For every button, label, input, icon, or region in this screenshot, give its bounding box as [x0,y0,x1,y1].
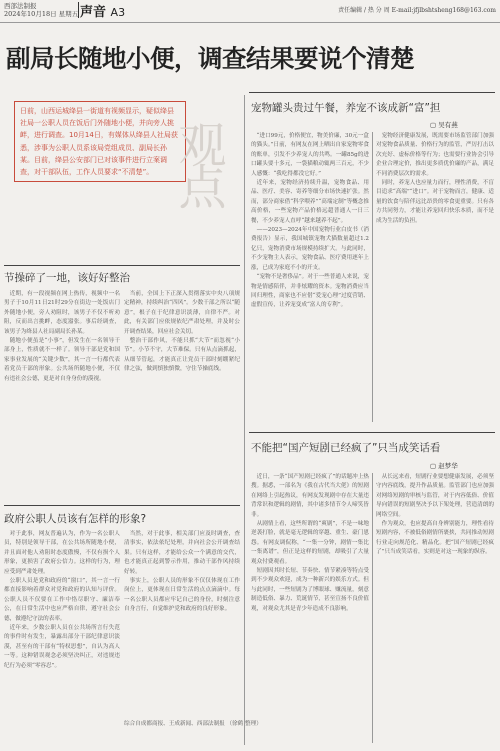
paragraph: 短剧因其时长短、节奏快、情节紧凑等特点受到不少观众欢迎，成为一种新兴的娱乐方式。但与此同时，一些短剧为了博眼球、赚流量，刻意制造低俗、暴力、荒诞情节，甚至宣扬不良价值观，对观众尤其是青少年造成不良影响。 [251,568,369,612]
article-body-integrity-col1 [4,290,120,500]
paper-meta [4,2,78,18]
paper-name: 西部法制报 [4,2,37,10]
paragraph: 当前，全国上下正深入贯彻落实中央八项规定精神，持续纠治“四风”。少数干部之所以“随意”，根子在于纪律意识淡薄，自律不严。对此，有关部门应依规依纪严肃处理，并及时公开调查结果，回应社会关切。 [124,291,240,335]
lead-box: 日前，山西运城绛县一街道有视频显示，疑似绛县社局一公职人员在饭后门外随地小便，并向旁人挑衅，进行调查。10月14日，有媒体从绛县人社局获悉，涉事为公职人员系该局党组成员、副局长孙某。目前，绛县公安部门已对该事件进行立案调查，对干部队伍，工作人员要求“不清楚”。 [14,101,186,182]
section-title: 声音 [80,5,107,20]
article-body-pets-col1 [251,132,369,427]
paragraph: 宠物经济健康发展，既需要市场监管部门加强对宠物食品质量、价格行为的监管，严厉打击以次充好、虚标价格等行为；也需要行业协会引导企业合理定价，推出更多质优价廉的产品，满足不同消费层次的需求。 [376,133,494,177]
article-author-pets: ▢ 吴有燕 [430,121,458,129]
article-body-officials-col1 [4,530,120,730]
article-body-shortdrama-col1 [251,473,369,743]
paragraph: 从长远来看，短剧行业要想健康发展，必须坚守内容底线，提升作品质量。监管部门也应加强对网络短剧的审核与监管，对于内容低俗、价值导向错误的短剧坚决予以下架处理，营造清朗的网络空间。 [376,474,494,518]
paragraph: 同时，养宠人也应量力而行，理性消费，不盲目追求“高端”“进口”。对于宠物而言，健康、适量的饮食与陪伴远比昂贵的零食更重要。只有各方共同努力，才能让养宠回归快乐本质，而不是成为生活的负担。 [376,180,494,224]
article-body-shortdrama-col2 [376,473,494,743]
author-name: 吴有燕 [438,121,458,129]
column-separator [244,95,245,745]
author-name: 赵梦华 [438,462,458,470]
paragraph: 近期，有一段视频在网上热传，视频中一名男子于10月11日21时29分在街边一处饭店门外随地小便，旁人劝阻时，该男子不仅不听劝阻，反而出言挑衅，态度嚣张。事后经调查，该男子为绛县人社局副局长孙某。 [4,291,120,335]
paragraph: “宠物不是奢侈品”。对于一些普通人来说，宠物是情感陪伴，并非炫耀的资本。宠物消费应当回归理性，商家也不应借“爱宠心理”过度营销、虚假宣传，让养宠变成“富人的专利”。 [251,274,369,309]
page-header [0,0,500,23]
header-separator [78,2,79,18]
paragraph: 当然，对于此事，相关部门应及时调查，查清事实，依法依纪处理，并向社会公开调查结果。只有这样，才能给公众一个满意的交代，也才能真正起到警示作用，推动干部作风持续好转。 [124,531,240,575]
divider-line [4,505,240,506]
paragraph: 作为观众，也应提高自身辨别能力，理性看待短剧内容，不被低俗剧情所裹挟，共同推动短剧行业走向规范化、精品化。把“国产短剧已经疯了”只当成笑话看，实则是对这一现象的纵容。 [376,521,494,556]
paragraph: 整治干部作风，不能只抓“大节”而忽视“小节”。小节不守，大节难保。只有从点滴抓起，从细节管起，才能真正让党员干部时刻绷紧纪律之弦，做到慎独慎微，守住节操底线。 [124,338,240,373]
paragraph: 近年来，宠物经济持续升温，宠物食品、用品、医疗、美容、寄养等细分市场快速扩张。然而，部分商家借“科学喂养”“高端定制”等概念推高价格，一些宠物产品价格远超普通人一日三餐，不少养宠人直呼“越来越养不起”。 [251,180,369,224]
article-body-officials-col2 [124,530,240,715]
article-author-shortdrama: ▢ 赵梦华 [430,462,458,470]
divider-line [249,432,495,433]
divider-line [4,265,240,266]
paragraph: “进口99元，价格便宜，物美价廉，30元一盒的猫头。”日前，有网友在网上晒出自家宠物零食的账单，引发不少养宠人的共鸣。一罐85g的进口罐头要十多元，一袋猫粮动辄两三百元，不少人感慨：“我吃得都没它好。” [251,133,369,177]
paragraph: 对于此事，网友普遍认为，作为一名公职人员，特别是领导干部，在公共场所随地小便，并且面对他人劝阻时态度傲慢，不仅有损个人形象，更损害了政府公信力。这样的行为，理应受到严肃处理。 [4,531,120,575]
article-title-officials: 政府公职人员该有怎样的形象? [4,513,147,525]
issue-date: 2024年10月18日 星期五 [4,10,79,18]
divider-line [249,92,495,93]
paragraph: ——2023—2024年中国宠物行业白皮书（消费报告）显示，我国城镇宠物犬猫数量超过1.2亿只，宠物消费市场规模持续扩大。与此同时，不少宠物主人表示，宠物食品、医疗费用逐年上涨，已成为家庭不小的开支。 [251,227,369,271]
paragraph: 事实上，公职人员的形象不仅仅体现在工作岗位上，更体现在日常生活的点点滴滴中。每一名公职人员都应牢记自己的身份，时刻注意自身言行，自觉维护党和政府的良好形象。 [124,578,240,613]
paragraph: 随地小便虽是“小事”，但发生在一名领导干部身上，性质就不一样了。领导干部是党和国家事业发展的“关键少数”，其一言一行都代表着党员干部的形象。公共场所随地小便，不仅有违社会公德，更是对自身身份的漠视。 [4,338,120,382]
article-title-shortdrama: 不能把“国产短剧已经疯了”只当成笑话看 [251,442,441,454]
column-separator [372,473,373,743]
section-name [80,1,125,20]
article-title-pets: 宠物罐头贵过午餐，养宠不该成新“富”担 [251,102,441,114]
main-headline: 副局长随地小便，调查结果要说个清楚 [6,44,414,73]
paragraph: 近年来，少数公职人员在公共场所言行失范的事件时有发生，暴露出部分干部纪律意识淡漠，甚至有的干部有“特权思想”，自认为高人一等。这种错误观念必须坚决纠正，对违规违纪行为必须“零容忍”。 [4,625,120,669]
editor-info: 责任编辑 / 热 分 周 E-mail:jfjlbshtsheng168@163.com [338,7,496,14]
article-body-pets-col2 [376,132,494,427]
article-title-integrity: 节操碎了一地，该好好整治 [4,272,130,284]
paragraph: 公职人员是党和政府的“窗口”，其一言一行都直接影响着群众对党和政府的认知与评价。公职人员不仅要在工作中恪尽职守、廉洁奉公，在日常生活中也应严格自律，遵守社会公德，做遵纪守法的表率。 [4,578,120,622]
source-credit: 综合自成都商报、王成新闻、西部法制报 （徐鹤 整理） [124,721,262,727]
column-separator [372,132,373,422]
page-number: A3 [110,6,126,19]
column-watermark: 观点 [170,120,226,204]
paragraph: 近日，一条“国产短剧已经疯了”的话题冲上热搜。据悉，一部名为《我在古代当大佬》的短剧在网络上引起热议，有网友发现剧中存在大量违背常识和逻辑的剧情，其中诸多情节令人啼笑皆非。 [251,474,369,518]
paragraph: 从剧情上看，这些所谓的“爽剧”，不是一味地逆袭打脸，就是毫无逻辑的穿越、重生、豪门恩怨。有网友调侃称，“一集一分钟，剧情一集比一集离谱”，但正是这样的短剧，却吸引了大量观众付费观看。 [251,521,369,565]
article-body-integrity-col2 [124,290,240,500]
